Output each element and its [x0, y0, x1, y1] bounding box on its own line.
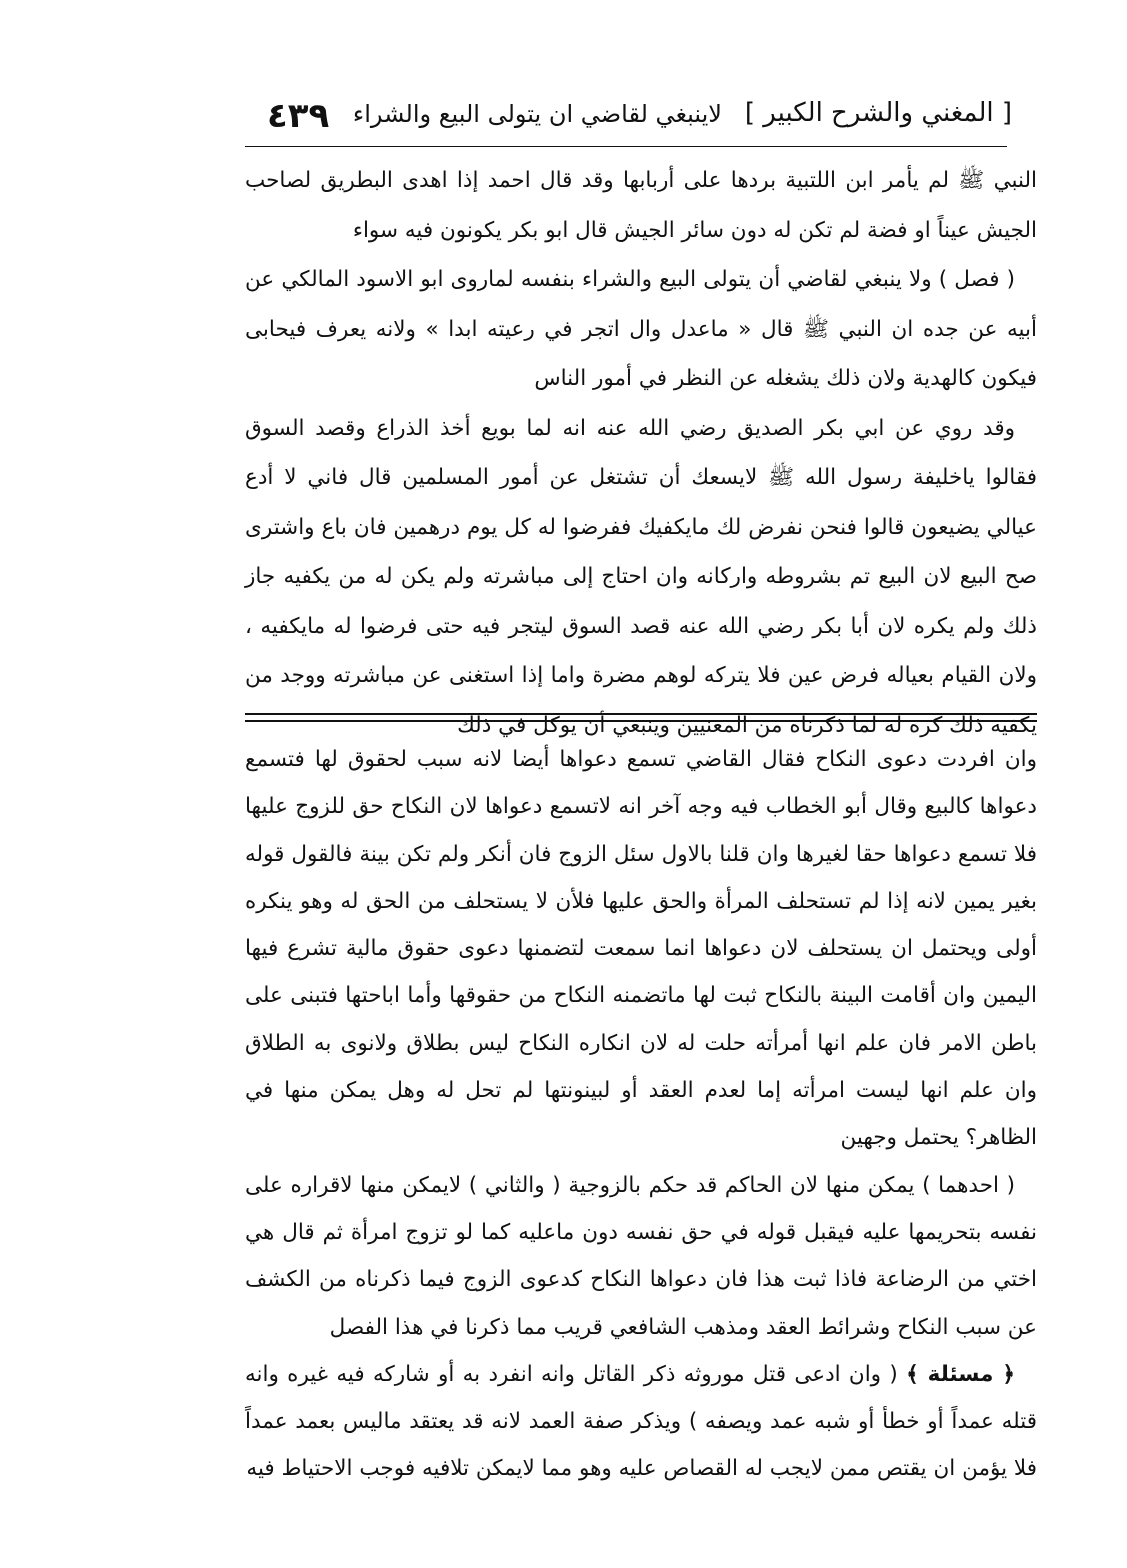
paragraph: وان افردت دعوى النكاح فقال القاضي تسمع دعواها أيضا لانه سبب لحقوق لها فتسمع دعواها كالبيع وقال أبو الخطاب فيه وجه آخر انه لاتسمع دعواها لان النكاح حق للزوج عليها فلا تسمع دعواها حقا لغيرها وان قلنا بالاول سئل الزوج فان أنكر ولم تكن بينة فالقول قوله بغير يمين لانه إذا لم تستحلف المرأة والحق عليها فلأن لا يستحلف من الحق له وهو ينكره أولى ويحتمل ان يستحلف لان دعواها انما سمعت لتضمنها دعوى حقوق مالية تشرع فيها اليمين وان أقامت البينة بالنكاح ثبت لها ماتضمنه النكاح من حقوقها وأما اباحتها فتبنى على باطن الامر فان علم انها أمرأته حلت له لان انكاره النكاح ليس بطلاق ولانوى به الطلاق وان علم انها ليست امرأته إما لعدم العقد أو لبينونتها لم تحل له وهل يمكن منها في الظاهر؟ يحتمل وجهين	[245, 747, 1037, 1151]
paragraph: ( فصل ) ولا ينبغي لقاضي أن يتولى البيع والشراء بنفسه لماروى ابو الاسود المالكي عن أبيه عن جده ان النبي ﷺ قال « ماعدل وال اتجر في رعيته ابدا » ولانه يعرف فيحابى فيكون كالهدية ولان ذلك يشغله عن النظر في أمور الناس	[245, 267, 1037, 391]
page-number: ٤٣٩	[267, 96, 330, 136]
book-title: [ المغني والشرح الكبير ]	[744, 98, 1012, 128]
header-rule	[245, 146, 1007, 147]
main-text	[245, 156, 1037, 750]
paragraph: النبي ﷺ لم يأمر ابن اللتبية بردها على أربابها وقد قال احمد إذا اهدى البطريق لصاحب الجيش عيناً او فضة لم تكن له دون سائر الجيش قال ابو بكر يكونون فيه سواء	[245, 168, 1037, 243]
paragraph: ( احدهما ) يمكن منها لان الحاكم قد حكم بالزوجية ( والثاني ) لايمكن منها لاقراره على نفسه بتحريمها عليه فيقبل قوله في حق نفسه دون ماعليه كما لو تزوج امرأة ثم قال هي اختي من الرضاعة فاذا ثبت هذا فان دعواها النكاح كدعوى الزوج فيما ذكرناه من الكشف عن سبب النكاح وشرائط العقد ومذهب الشافعي قريب مما ذكرنا في هذا الفصل	[245, 1172, 1037, 1340]
section-title: لاينبغي لقاضي ان يتولى البيع والشراء	[352, 100, 722, 128]
commentary-text	[245, 736, 1037, 1493]
masala-text: ( وان ادعى قتل موروثه ذكر القاتل وانه انفرد به أو شاركه فيه غيره وانه قتله عمداً أو خطأ أو شبه عمد ويصفه ) ويذكر صفة العمد لانه قد يعتقد ماليس بعمد عمداً فلا يؤمن ان يقتص ممن لايجب له القصاص عليه وهو مما لايمكن تلافيه فوجب الاحتياط فيه	[245, 1361, 1037, 1482]
masala-label: ﴿ مسئلة ﴾	[906, 1361, 1015, 1387]
double-rule-separator	[245, 713, 1037, 722]
paragraph	[245, 1351, 1037, 1493]
running-header	[245, 96, 1012, 142]
paragraph: وقد روي عن ابي بكر الصديق رضي الله عنه انه لما بويع أخذ الذراع وقصد السوق فقالوا ياخليفة رسول الله ﷺ لايسعك أن تشتغل عن أمور المسلمين قال فاني لا أدع عيالي يضيعون قالوا فنحن نفرض لك مايكفيك ففرضوا له كل يوم درهمين فان باع واشترى صح البيع لان البيع تم بشروطه واركانه وان احتاج إلى مباشرته ولم يكن له من يكفيه جاز ذلك ولم يكره لان أبا بكر رضي الله عنه قصد السوق ليتجر فيه حتى فرضوا له مايكفيه ، ولان القيام بعياله فرض عين فلا يتركه لوهم مضرة واما إذا استغنى عن مباشرته ووجد من يكفيه ذلك كره له لما ذكرناه من المعنيين وينبغي أن يوكل في ذلك	[245, 415, 1037, 738]
